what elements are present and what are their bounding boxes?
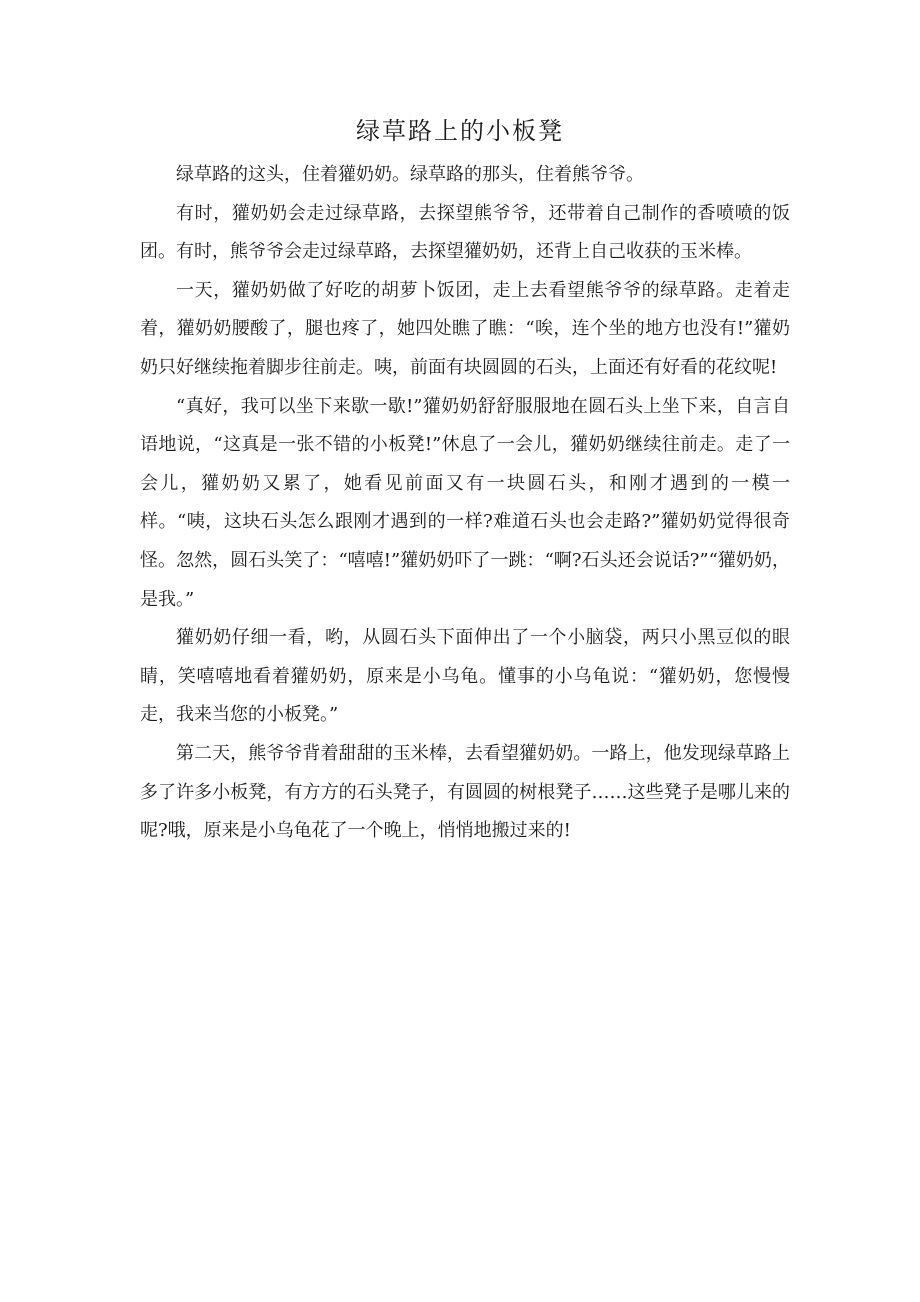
paragraph-5: 獾奶奶仔细一看，哟，从圆石头下面伸出了一个小脑袋，两只小黑豆似的眼睛，笑嘻嘻地看着獾奶奶，原来是小乌龟。懂事的小乌龟说：“獾奶奶，您慢慢走，我来当您的小板凳。”: [140, 627, 790, 726]
document-title: 绿草路上的小板凳: [356, 117, 564, 145]
paragraph-2: 有时，獾奶奶会走过绿草路，去探望熊爷爷，还带着自己制作的香喷喷的饭团。有时，熊爷爷会走过绿草路，去探望獾奶奶，还背上自己收获的玉米棒。: [140, 202, 790, 263]
paragraph-6: 第二天，熊爷爷背着甜甜的玉米棒，去看望獾奶奶。一路上，他发现绿草路上多了许多小板凳，有方方的石头凳子，有圆圆的树根凳子……这些凳子是哪儿来的呢?哦，原来是小乌龟花了一个晚上，悄悄地搬过来的!: [140, 742, 790, 842]
paragraph-3: 一天，獾奶奶做了好吃的胡萝卜饭团，走上去看望熊爷爷的绿草路。走着走着，獾奶奶腰酸了，腿也疼了，她四处瞧了瞧：“唉，连个坐的地方也没有!”獾奶奶只好继续拖着脚步往前走。咦，前面有块圆圆的石头，上面还有好看的花纹呢!: [140, 279, 790, 378]
paragraph-1: 绿草路的这头，住着獾奶奶。绿草路的那头，住着熊爷爷。: [176, 164, 644, 185]
document-body: [140, 156, 790, 851]
paragraph-4: “真好，我可以坐下来歇一歇!”獾奶奶舒舒服服地在圆石头上坐下来，自言自语地说，“这真是一张不错的小板凳!”休息了一会儿，獾奶奶继续往前走。走了一会儿，獾奶奶又累了，她看见前面又有一块圆石头，和刚才遇到的一模一样。“咦，这块石头怎么跟刚才遇到的一样?难道石头也会走路?”獾奶奶觉得很奇怪。忽然，圆石头笑了：“嘻嘻!”獾奶奶吓了一跳：“啊?石头还会说话?”“獾奶奶，是我。”: [140, 395, 790, 610]
